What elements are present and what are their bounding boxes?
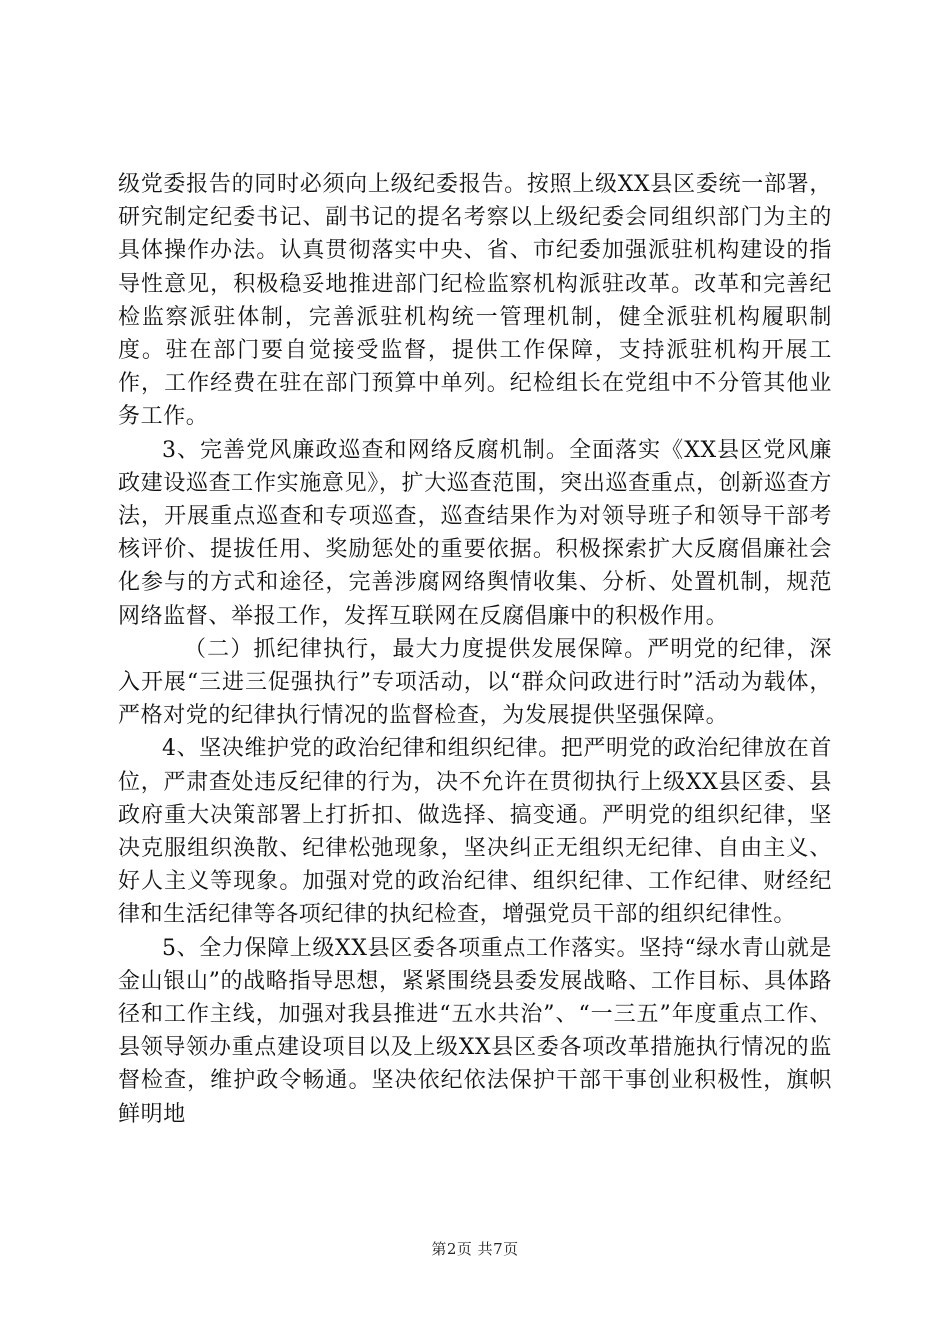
page-footer: 第2页 共7页	[431, 1240, 519, 1258]
paragraph-item-4: 4、坚决维护党的政治纪律和组织纪律。把严明党的政治纪律放在首位，严肃查处违反纪律的行为，决不允许在贯彻执行上级XX县区委、县政府重大决策部署上打折扣、做选择、搞变通。严明党的组织纪律，坚决克服组织涣散、纪律松弛现象，坚决纠正无组织无纪律、自由主义、好人主义等现象。加强对党的政治纪律、组织纪律、工作纪律、财经纪律和生活纪律等各项纪律的执纪检查，增强党员干部的组织纪律性。	[118, 736, 832, 928]
document-body	[118, 168, 832, 1131]
paragraph-item-5: 5、全力保障上级XX县区委各项重点工作落实。坚持“绿水青山就是金山银山”的战略指导思想，紧紧围绕县委发展战略、工作目标、具体路径和工作主线，加强对我县推进“五水共治”、“一三五”年度重点工作、县领导领办重点建设项目以及上级XX县区委各项改革措施执行情况的监督检查，维护政令畅通。坚决依纪依法保护干部干事创业积极性，旗帜鲜明地	[118, 935, 832, 1127]
paragraph-continuation: 级党委报告的同时必须向上级纪委报告。按照上级XX县区委统一部署，研究制定纪委书记、副书记的提名考察以上级纪委会同组织部门为主的具体操作办法。认真贯彻落实中央、省、市纪委加强派驻机构建设的指导性意见，积极稳妥地推进部门纪检监察机构派驻改革。改革和完善纪检监察派驻体制，完善派驻机构统一管理机制，健全派驻机构履职制度。驻在部门要自觉接受监督，提供工作保障，支持派驻机构开展工作，工作经费在驻在部门预算中单列。纪检组长在党组中不分管其他业务工作。	[118, 172, 832, 430]
paragraph-item-3: 3、完善党风廉政巡查和网络反腐机制。全面落实《XX县区党风廉政建设巡查工作实施意见》，扩大巡查范围，突出巡查重点，创新巡查方法，开展重点巡查和专项巡查，巡查结果作为对领导班子和领导干部考核评价、提拔任用、奖励惩处的重要依据。积极探索扩大反腐倡廉社会化参与的方式和途径，完善涉腐网络舆情收集、分析、处置机制，规范网络监督、举报工作，发挥互联网在反腐倡廉中的积极作用。	[118, 437, 832, 629]
paragraph-section-2: （二）抓纪律执行，最大力度提供发展保障。严明党的纪律，深入开展“三进三促强执行”专项活动，以“群众问政进行时”活动为载体，严格对党的纪律执行情况的监督检查，为发展提供坚强保障。	[118, 636, 832, 729]
